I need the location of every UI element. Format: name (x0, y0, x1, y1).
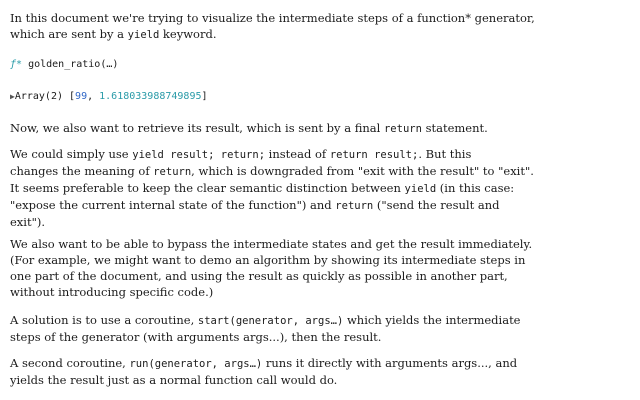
run-l2: yields the result just as a normal function call would do. (10, 373, 338, 387)
bypass-l3: one part of the document, and using the result as quickly as possible in another part, (10, 269, 508, 283)
sem-l5: exit"). (10, 215, 46, 229)
bypass-paragraph (10, 236, 630, 300)
sem-l1-b: instead of (265, 147, 330, 161)
bypass-l4: without introducing specific code.) (10, 285, 214, 299)
sem-code-1: yield result; return; (132, 149, 266, 161)
array-value-1: 99 (75, 91, 88, 102)
sem-l1-c: . But this (418, 147, 472, 161)
sem-l3-a: It seems preferable to keep the clear semantic distinction between (10, 181, 405, 195)
run-l1-b: runs it directly with arguments args..., and (262, 356, 518, 370)
semantics-paragraph (10, 146, 630, 230)
cell-output-golden-ratio[interactable] (10, 58, 118, 72)
sem-l1-a: We could simply use (10, 147, 133, 161)
start-l2: steps of the generator (with arguments args...), then the result. (10, 330, 382, 344)
result-text-b: statement. (421, 121, 488, 135)
sem-code-3: return (153, 166, 192, 178)
array-close: ] (201, 91, 208, 102)
expand-arrow-icon[interactable]: ▶ (10, 92, 15, 101)
sem-l4-a: "expose the current internal state of the function") and (10, 198, 336, 212)
sem-code-2: return result; (329, 149, 419, 161)
intro-paragraph (10, 10, 630, 43)
coroutine-start-paragraph (10, 312, 630, 345)
intro-line-2-end: keyword. (159, 27, 217, 41)
sem-l2-a: changes the meaning of (10, 164, 154, 178)
coroutine-run-paragraph (10, 355, 630, 388)
sem-l4-b: ("send the result and (373, 198, 500, 212)
array-separator: , (87, 91, 100, 102)
inline-code-start: start(generator, args…) (197, 315, 344, 327)
bypass-l2: (For example, we might want to demo an algorithm by showing its intermediate steps in (10, 253, 526, 267)
result-text-a: Now, we also want to retrieve its result, which is sent by a final (10, 121, 384, 135)
array-label: Array(2) [ (14, 91, 76, 102)
intro-line-1: In this document we're trying to visualize the intermediate steps of a function* generator, (10, 11, 535, 25)
inline-code-yield: yield (127, 29, 160, 41)
intro-line-2: which are sent by a (10, 27, 128, 41)
start-l1-b: which yields the intermediate (343, 313, 521, 327)
run-l1-a: A second coroutine, (10, 356, 130, 370)
start-l1-a: A solution is to use a coroutine, (10, 313, 198, 327)
golden-ratio-label: golden_ratio(…) (22, 59, 119, 70)
inline-code-run: run(generator, args…) (129, 358, 263, 370)
sem-l3-b: (in this case: (436, 181, 515, 195)
cell-output-array[interactable] (10, 90, 208, 104)
inline-code-return: return (383, 123, 422, 135)
result-paragraph (10, 120, 630, 137)
sem-l2-b: , which is downgraded from "exit with the result" to "exit". (191, 164, 534, 178)
sem-code-4: yield (404, 183, 437, 195)
function-generator-icon: ƒ* (10, 59, 23, 70)
array-value-2: 1.618033988749895 (99, 91, 202, 102)
sem-code-5: return (335, 200, 374, 212)
bypass-l1: We also want to be able to bypass the intermediate states and get the result immediately. (10, 237, 533, 251)
